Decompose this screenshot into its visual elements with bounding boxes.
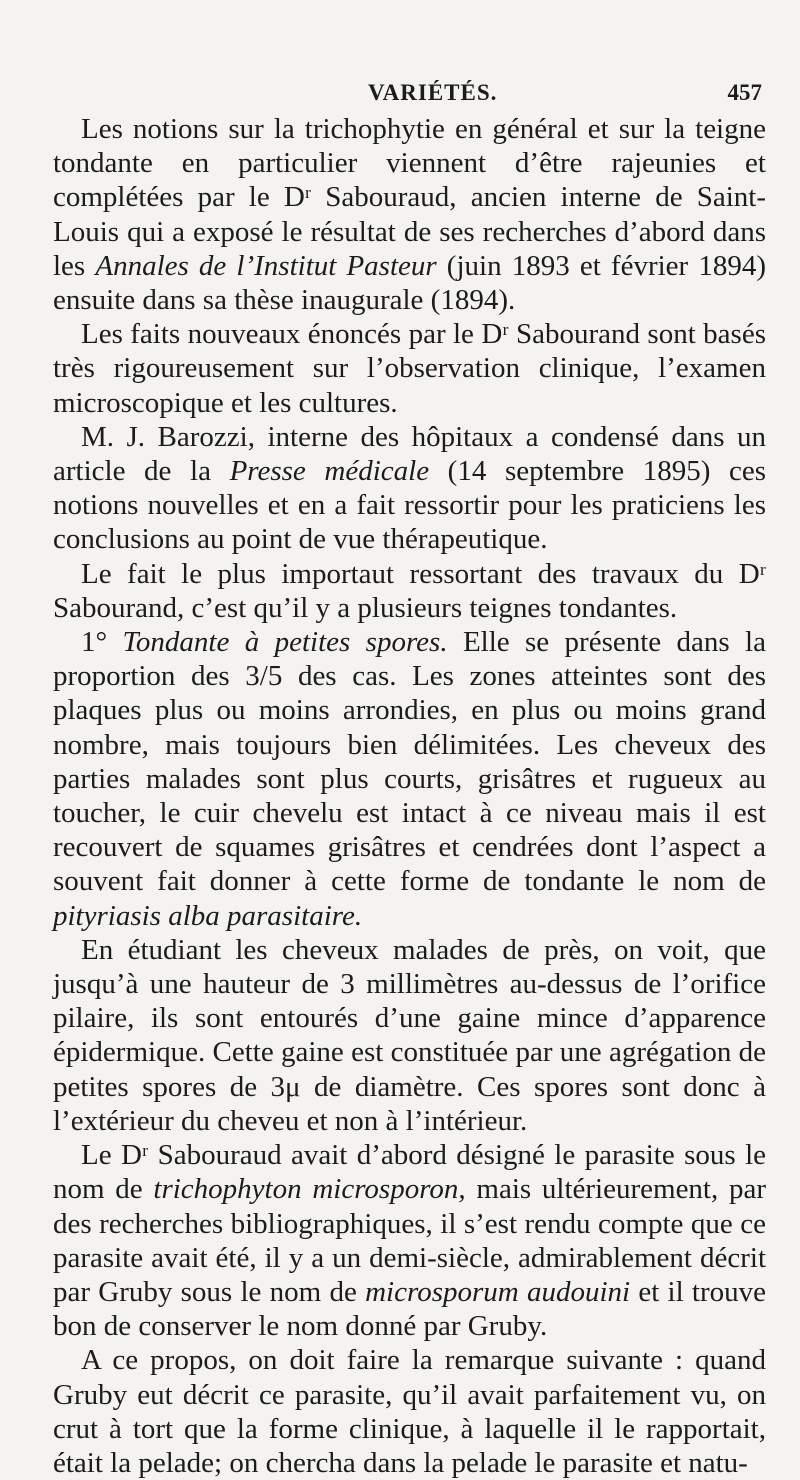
italic-text: trichophyton microsporon, — [153, 1173, 466, 1206]
paragraph — [53, 1343, 766, 1480]
text-run: M. J. Barozzi, interne des hôpitaux a condensé dans un article de la — [53, 420, 766, 488]
text-run: (juin 1893 et février 1894) ensuite dans sa thèse inaugurale (1894). — [53, 249, 766, 317]
text-run: (14 septembre 1895) ces notions nouvelles et en a fait ressortir pour les praticiens les conclusions au point de vue thérapeutique. — [53, 455, 766, 556]
body-text — [53, 112, 766, 1480]
paragraph — [53, 557, 766, 625]
page-header — [0, 70, 800, 110]
italic-text: Presse médicale — [229, 455, 430, 488]
text-run: Le Dʳ Sabouraud avait d’abord désigné le parasite sous le nom de — [53, 1139, 766, 1206]
paragraph — [53, 112, 766, 317]
text-run: A ce propos, on doit faire la remarque suivante : quand Gruby eut décrit ce parasite, qu’il avait parfaitement vu, on crut à tort que la forme clinique, à laquelle il le rapportait, était la pelade; on chercha dans la pelade le parasite et natu- — [53, 1344, 766, 1479]
paragraph — [53, 420, 766, 557]
text-run: Elle se présente dans la proportion des 3/5 des cas. Les zones atteintes sont des plaques plus ou moins arrondies, en plus ou moins grand nombre, mais toujours bien délimitées. Les cheveux des parties malades sont plus courts, grisâtres et rugueux au toucher, le cuir chevelu est intact à ce niveau mais il est recouvert de squames grisâtres et cendrées dont l’aspect a souvent fait donner à cette forme de tondante le nom de — [53, 626, 766, 898]
italic-text: Annales de l’Institut Pasteur — [95, 249, 437, 282]
text-run: Le fait le plus importaut ressortant des travaux du Dʳ Sabourand, c’est qu’il y a plusieurs teignes tondantes. — [53, 557, 766, 624]
text-run: 1° — [81, 626, 123, 659]
running-head: VARIÉTÉS. — [368, 80, 498, 105]
page-number: 457 — [727, 80, 762, 105]
italic-text: pityriasis alba parasitaire. — [53, 899, 363, 932]
text-run: mais ultérieurement, par des recherches bibliographiques, il s’est rendu compte que ce parasite avait été, il y a un demi-siècle, admirablement décrit par Gruby sous le nom de — [53, 1173, 767, 1308]
text-run: Les notions sur la trichophytie en général et sur la teigne tondante en particulier viennent d’être rajeunies et complétées par le Dʳ Sabouraud, ancien interne de Saint-Louis qui a exposé le résultat de ses recherches d’abord dans les — [53, 113, 766, 282]
text-run: et il trouve bon de conserver le nom donné par Gruby. — [53, 1275, 766, 1343]
paragraph — [53, 933, 766, 1138]
text-run: Les faits nouveaux énoncés par le Dʳ Sabourand sont basés très rigoureusement sur l’observation clinique, l’examen microscopique et les cultures. — [53, 318, 766, 419]
italic-text: Tondante à petites spores. — [122, 626, 448, 659]
paragraph — [53, 317, 766, 420]
paragraph — [53, 625, 766, 933]
paragraph — [53, 1138, 766, 1343]
text-run: En étudiant les cheveux malades de près, on voit, que jusqu’à une hauteur de 3 millimètres au-dessus de l’orifice pilaire, ils sont entourés d’une gaine mince d’apparence épidermique. Cette gaine est constituée par une agrégation de petites spores de 3μ de diamètre. Ces spores sont donc à l’extérieur du cheveu et non à l’intérieur. — [53, 933, 766, 1137]
italic-text: microsporum audouini — [365, 1275, 631, 1308]
